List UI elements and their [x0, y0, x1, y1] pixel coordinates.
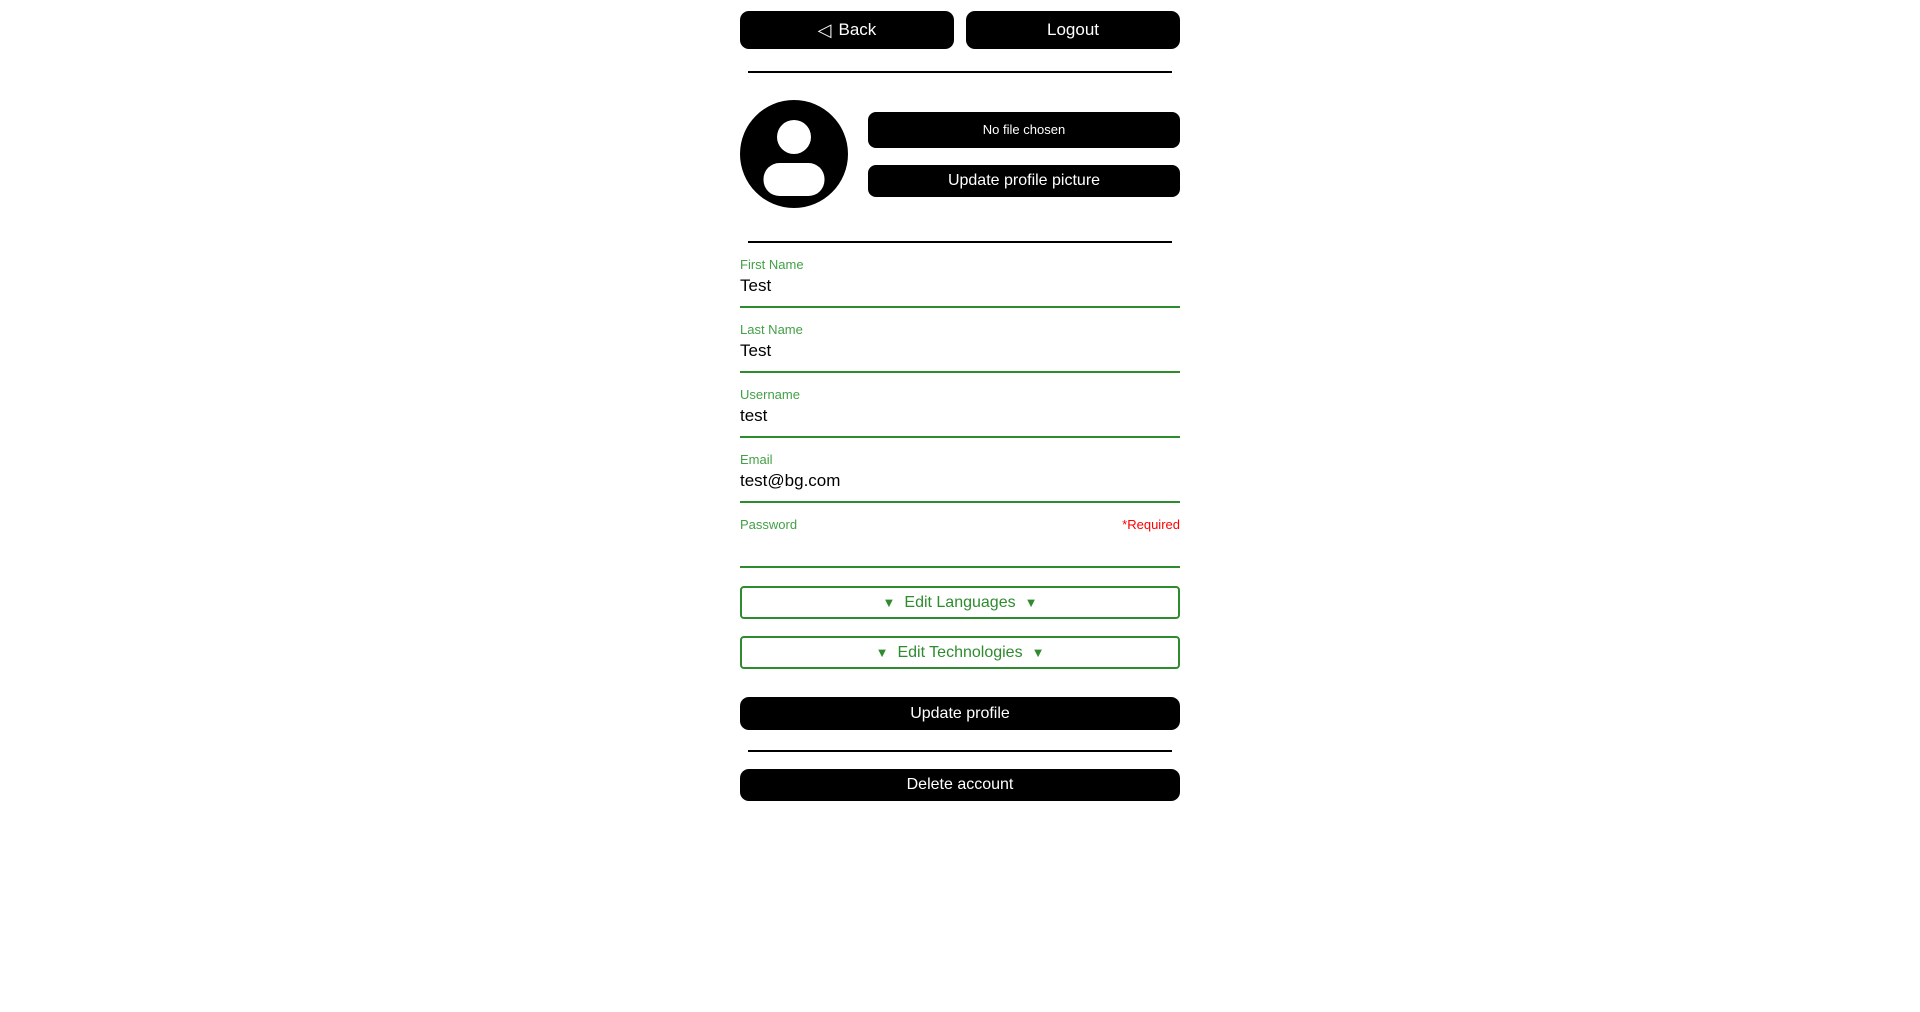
back-button[interactable]	[740, 11, 954, 49]
back-triangle-icon: ◁	[817, 20, 832, 40]
last-name-field	[740, 322, 1180, 373]
first-name-field	[740, 257, 1180, 308]
profile-form	[740, 257, 1180, 801]
profile-page	[740, 0, 1180, 801]
divider-avatar	[748, 241, 1172, 243]
top-button-row	[740, 11, 1180, 49]
update-profile-label: Update profile	[910, 704, 1010, 722]
update-profile-button[interactable]	[740, 697, 1180, 730]
back-button-label: Back	[838, 20, 877, 39]
update-picture-label: Update profile picture	[947, 171, 1101, 189]
person-avatar-icon	[740, 100, 848, 208]
username-label: Username	[740, 387, 800, 402]
email-label: Email	[740, 452, 773, 467]
username-field	[740, 387, 1180, 438]
edit-technologies-label: Edit Technologies	[897, 643, 1023, 661]
required-badge: *Required	[1122, 517, 1180, 532]
divider-top	[748, 71, 1172, 73]
chevron-down-icon: ▼	[882, 595, 896, 610]
first-name-label: First Name	[740, 257, 804, 272]
avatar	[740, 100, 848, 208]
divider-delete	[748, 750, 1172, 752]
logout-button-label: Logout	[1047, 20, 1099, 39]
password-input[interactable]	[740, 532, 1180, 558]
last-name-input[interactable]	[740, 337, 1180, 363]
picture-buttons	[868, 112, 1180, 197]
logout-button[interactable]	[966, 11, 1180, 49]
email-field	[740, 452, 1180, 503]
chevron-down-icon: ▼	[1031, 645, 1045, 660]
delete-account-label: Delete account	[906, 776, 1014, 793]
edit-languages-label: Edit Languages	[904, 593, 1016, 611]
edit-technologies-button[interactable]	[740, 636, 1180, 669]
chevron-down-icon: ▼	[1024, 595, 1038, 610]
password-field	[740, 517, 1180, 568]
first-name-input[interactable]	[740, 272, 1180, 298]
delete-account-button[interactable]	[740, 769, 1180, 801]
username-input[interactable]	[740, 402, 1180, 428]
profile-picture-section	[740, 100, 1180, 208]
password-label: Password	[740, 517, 798, 532]
chevron-down-icon: ▼	[875, 645, 889, 660]
edit-languages-button[interactable]	[740, 586, 1180, 619]
file-status-label: No file chosen	[982, 122, 1066, 137]
last-name-label: Last Name	[740, 322, 803, 337]
update-profile-picture-button[interactable]	[868, 165, 1180, 197]
email-input[interactable]	[740, 467, 1180, 493]
file-input-button[interactable]	[868, 112, 1180, 148]
